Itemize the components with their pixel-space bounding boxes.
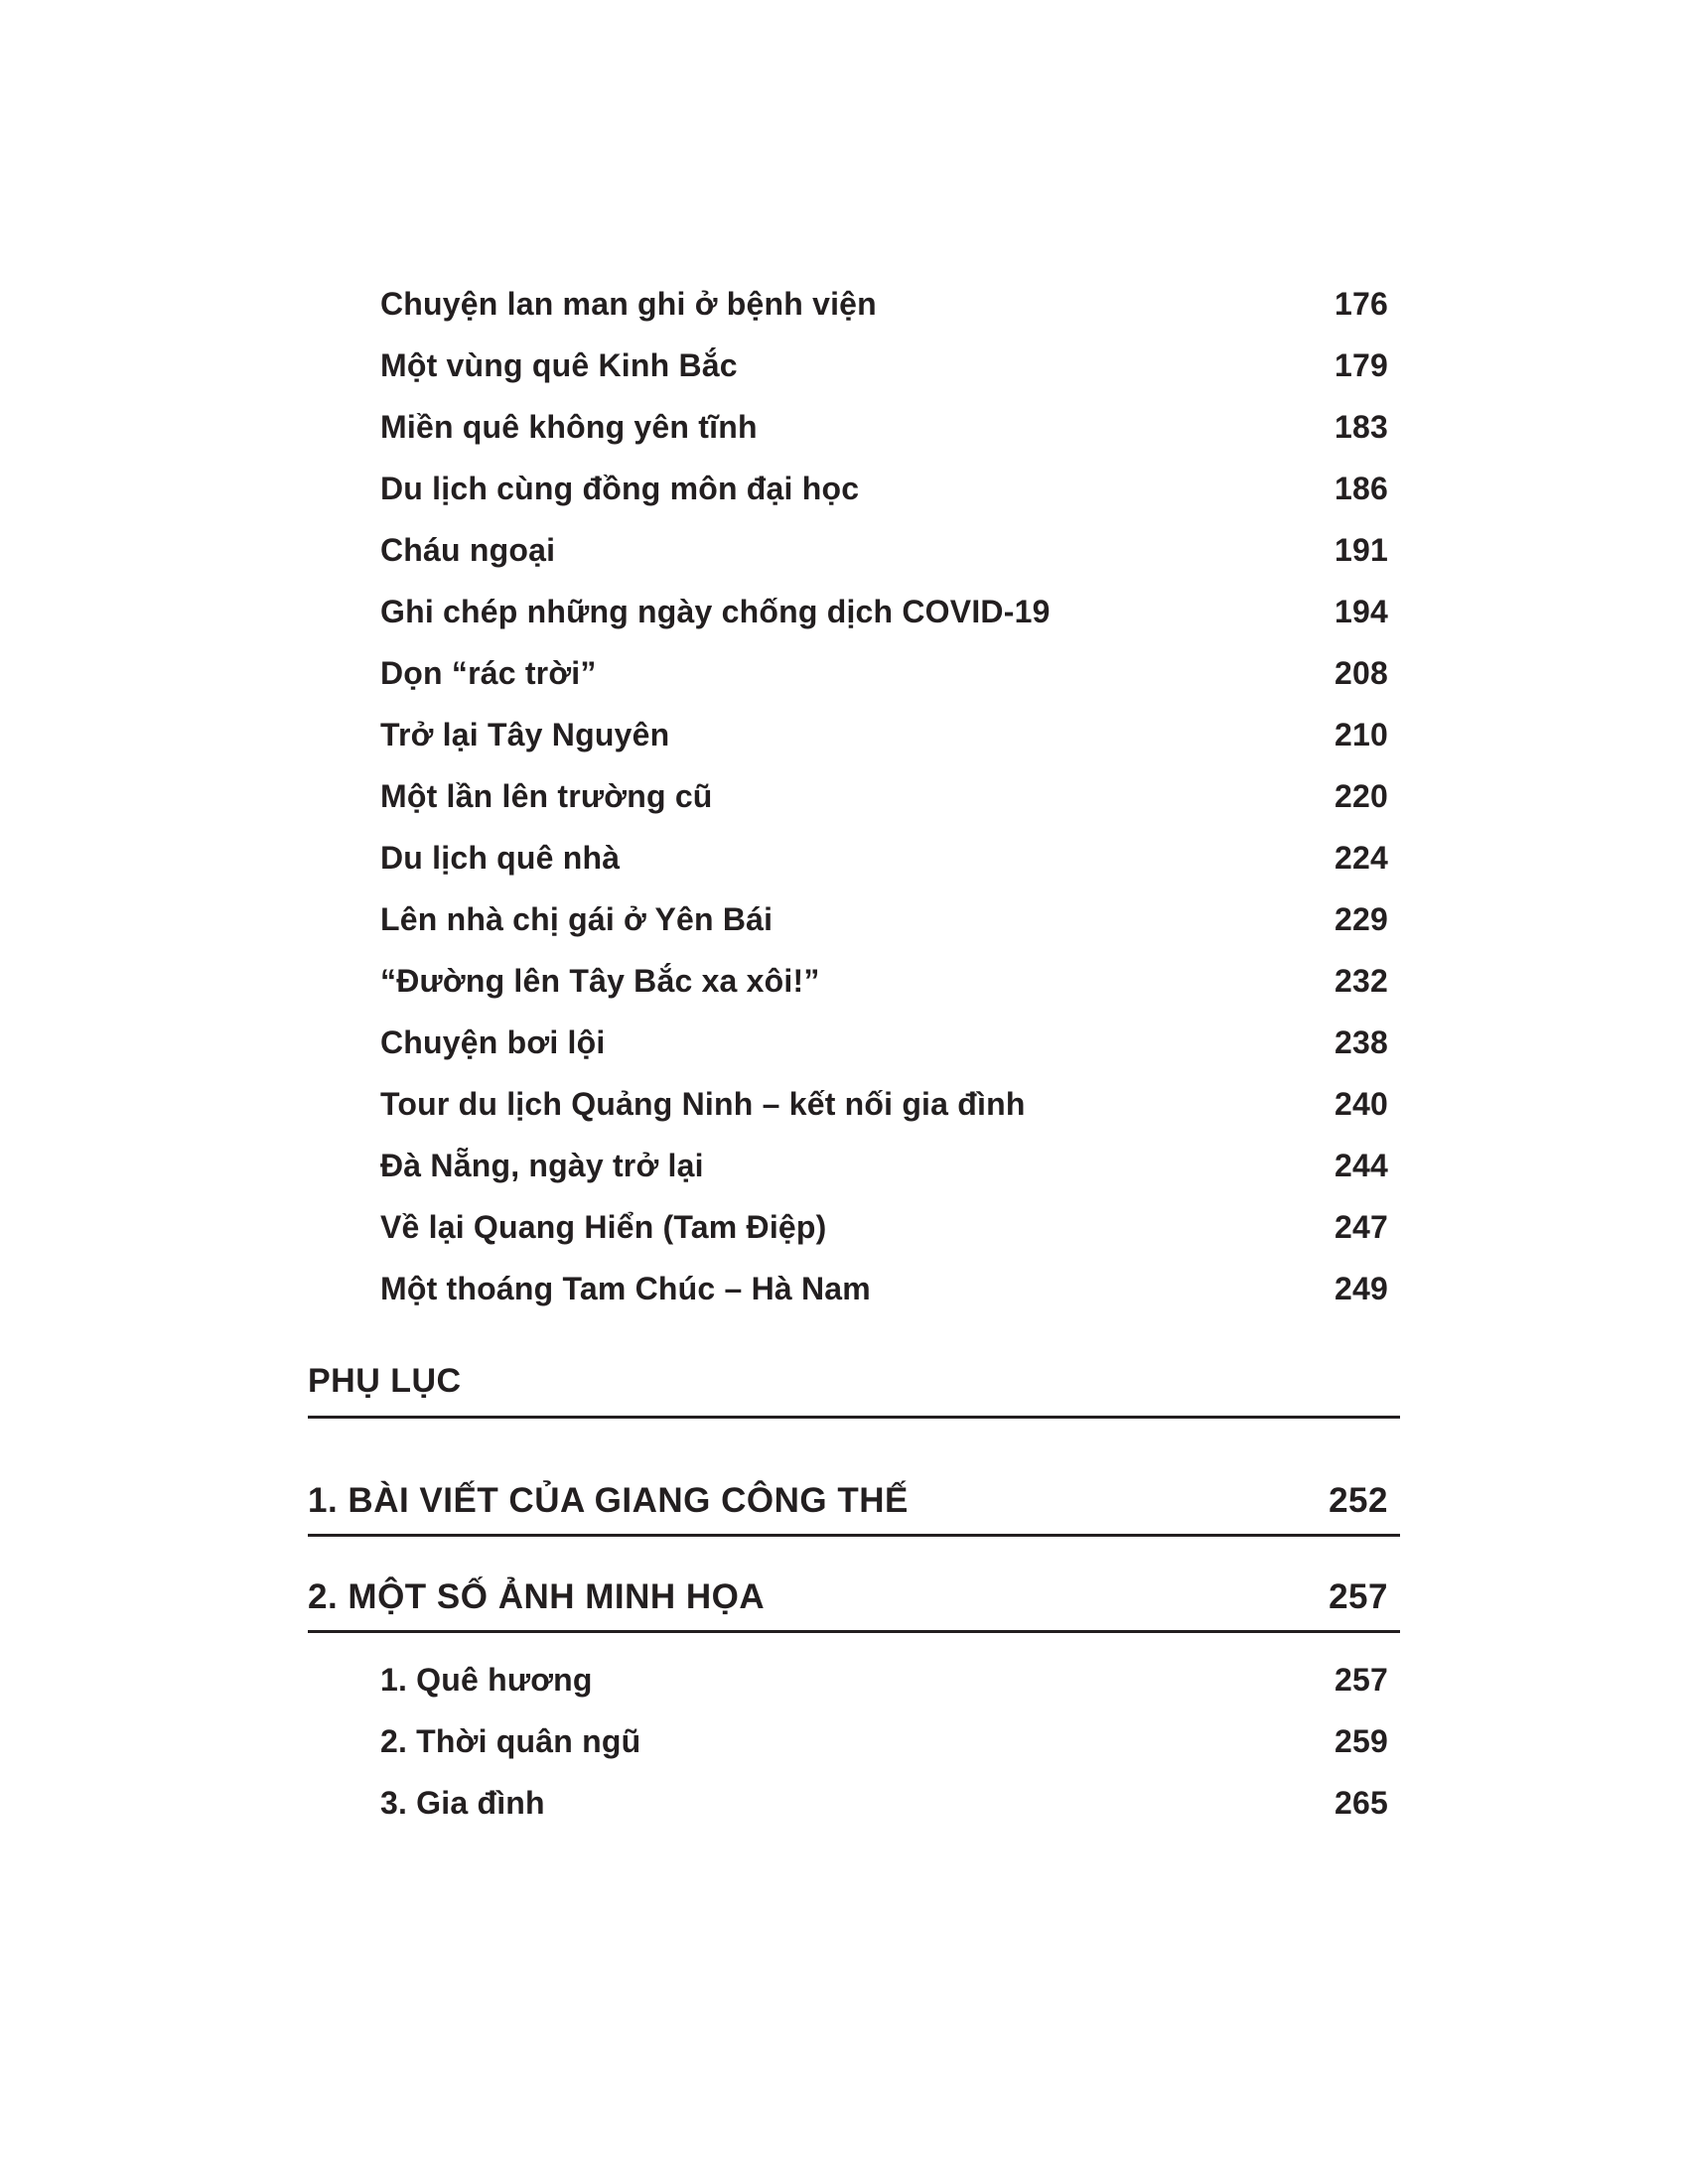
toc-entry-page: 210 — [1335, 716, 1388, 752]
toc-entry-page: 224 — [1335, 839, 1388, 876]
toc-entry — [380, 589, 1388, 634]
toc-entry-page: 220 — [1335, 777, 1388, 814]
toc-sub-entry — [380, 1718, 1388, 1764]
toc-entry-page: 247 — [1335, 1208, 1388, 1245]
toc-entry — [380, 958, 1388, 1004]
toc-entry-page: 208 — [1335, 654, 1388, 691]
toc-entry-page: 194 — [1335, 593, 1388, 629]
toc-entry-title: Miền quê không yên tĩnh — [380, 408, 758, 445]
toc-chapter-page: 252 — [1329, 1481, 1388, 1520]
toc-entry-page: 183 — [1335, 408, 1388, 445]
toc-sub-entry-title: 1. Quê hương — [380, 1661, 593, 1698]
toc-entry-title: “Đường lên Tây Bắc xa xôi!” — [380, 962, 820, 999]
toc-entry — [380, 896, 1388, 942]
toc-entry-page: 186 — [1335, 470, 1388, 506]
toc-entry — [380, 527, 1388, 573]
toc-entry-title: Chuyện bơi lội — [380, 1024, 606, 1060]
toc-chapter — [308, 1572, 1388, 1622]
toc-sub-entry-page: 265 — [1335, 1784, 1388, 1821]
toc-entry-page: 244 — [1335, 1147, 1388, 1183]
toc-entry-page: 249 — [1335, 1270, 1388, 1306]
section-divider — [308, 1534, 1400, 1537]
toc-entry — [380, 404, 1388, 450]
toc-entry-page: 176 — [1335, 285, 1388, 322]
toc-chapter-title: 2. MỘT SỐ ẢNH MINH HỌA — [308, 1577, 766, 1616]
toc-entry-title: Du lịch quê nhà — [380, 839, 621, 876]
toc-entry-title: Một vùng quê Kinh Bắc — [380, 346, 738, 383]
toc-entry-title: Dọn “rác trời” — [380, 654, 597, 691]
toc-entry — [380, 1266, 1388, 1311]
toc-entry-page: 191 — [1335, 531, 1388, 568]
section-divider — [308, 1416, 1400, 1419]
toc-entry-title: Một thoáng Tam Chúc – Hà Nam — [380, 1270, 871, 1306]
toc-sub-entry-title: 2. Thời quân ngũ — [380, 1722, 641, 1759]
toc-chapter-title: 1. BÀI VIẾT CỦA GIANG CÔNG THẾ — [308, 1481, 909, 1520]
toc-sub-entry-page: 259 — [1335, 1722, 1388, 1759]
toc-entry-title: Ghi chép những ngày chống dịch COVID-19 — [380, 593, 1051, 629]
toc-sub-entry — [380, 1657, 1388, 1703]
appendix-heading: PHỤ LỤC — [308, 1362, 462, 1400]
toc-entry — [380, 1020, 1388, 1065]
toc-entry — [380, 1143, 1388, 1188]
toc-entry-page: 238 — [1335, 1024, 1388, 1060]
toc-entry-title: Lên nhà chị gái ở Yên Bái — [380, 900, 774, 937]
toc-entry — [380, 342, 1388, 388]
toc-entry-title: Đà Nẵng, ngày trở lại — [380, 1147, 704, 1183]
section-divider — [308, 1630, 1400, 1633]
toc-entry-title: Du lịch cùng đồng môn đại học — [380, 470, 860, 506]
toc-entry-title: Về lại Quang Hiển (Tam Điệp) — [380, 1208, 827, 1245]
toc-entry-title: Tour du lịch Quảng Ninh – kết nối gia đình — [380, 1085, 1026, 1122]
toc-entry-page: 232 — [1335, 962, 1388, 999]
toc-entry-title: Một lần lên trường cũ — [380, 777, 713, 814]
toc-entry-title: Trở lại Tây Nguyên — [380, 716, 670, 752]
toc-entry — [380, 281, 1388, 327]
toc-entry-title: Chuyện lan man ghi ở bệnh viện — [380, 285, 877, 322]
toc-entry — [380, 712, 1388, 757]
toc-sub-entry-title: 3. Gia đình — [380, 1784, 545, 1821]
toc-entry-page: 179 — [1335, 346, 1388, 383]
toc-sub-entry-page: 257 — [1335, 1661, 1388, 1698]
toc-entry — [380, 773, 1388, 819]
toc-chapter — [308, 1476, 1388, 1526]
toc-entry — [380, 1204, 1388, 1250]
toc-entry-title: Cháu ngoại — [380, 531, 556, 568]
toc-entry-page: 240 — [1335, 1085, 1388, 1122]
toc-entry-page: 229 — [1335, 900, 1388, 937]
toc-entry — [380, 466, 1388, 511]
toc-entry — [380, 1081, 1388, 1127]
toc-entry — [380, 650, 1388, 696]
toc-chapter-page: 257 — [1329, 1577, 1388, 1616]
toc-entry — [380, 835, 1388, 881]
toc-sub-entry — [380, 1780, 1388, 1826]
